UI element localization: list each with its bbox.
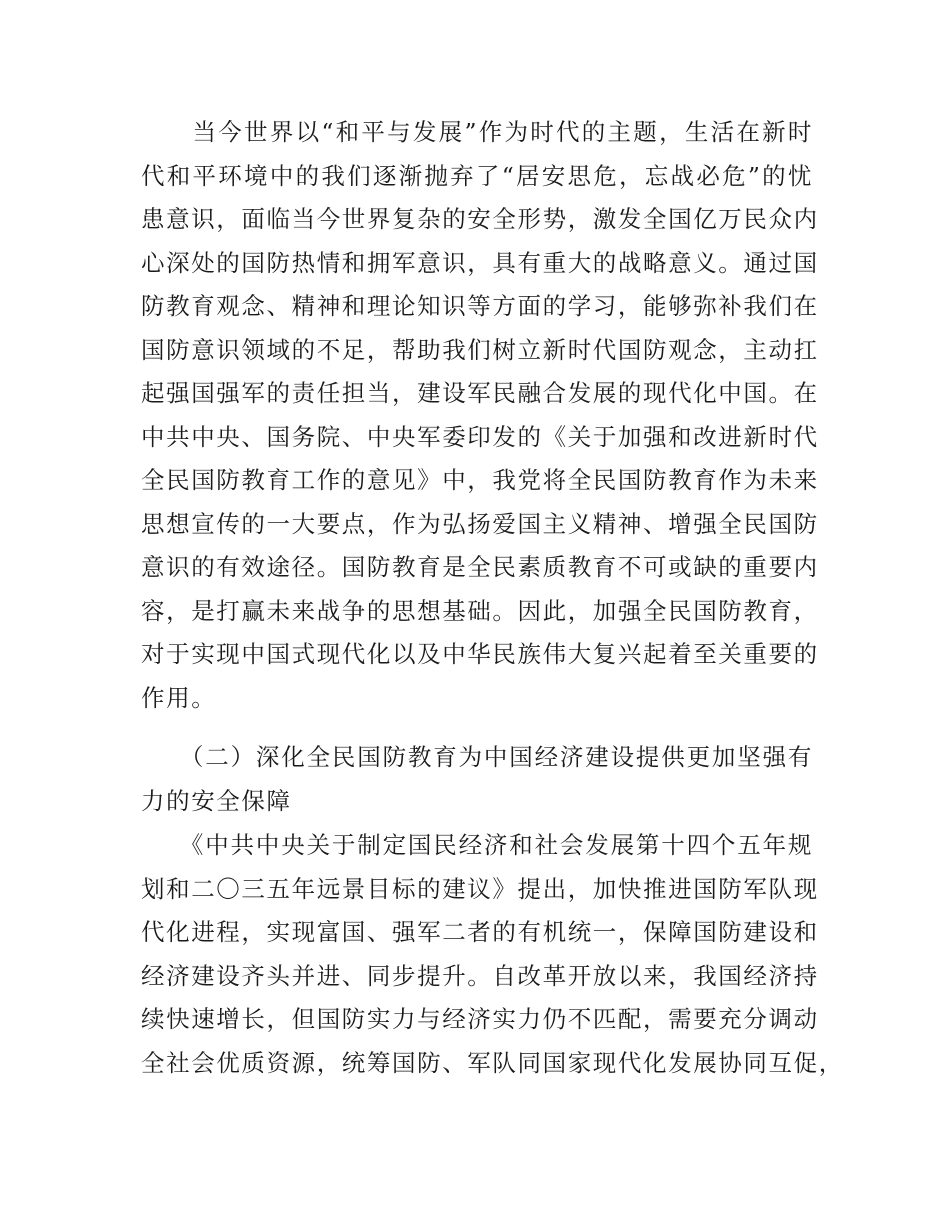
text-line: 作用。 (141, 683, 217, 712)
text-line: 意识的有效途径。国防教育是全民素质教育不可或缺的重要内 (141, 553, 819, 581)
text-line: 中共中央、国务院、中央军委印发的《关于加强和改进新时代 (141, 422, 819, 451)
text-line: 当今世界以“和平与发展”作为时代的主题，生活在新时 (141, 118, 813, 146)
text-line: 经济建设齐头并进、同步提升。自改革开放以来，我国经济持 (141, 961, 819, 990)
text-line: 思想宣传的一大要点，作为弘扬爱国主义精神、增强全民国防 (141, 509, 819, 538)
paragraph-national-defense-education (141, 111, 819, 720)
text-line: 代化进程，实现富国、强军二者的有机统一，保障国防建设和 (141, 918, 819, 946)
text-line: 续快速增长，但国防实力与经济实力仍不匹配，需要充分调动 (141, 1005, 819, 1033)
text-line: 防教育观念、精神和理论知识等方面的学习，能够弥补我们在 (141, 292, 819, 320)
heading-line: 力的安全保障 (141, 786, 292, 815)
text-line: 全社会优质资源，统筹国防、军队同国家现代化发展协同互促， (141, 1048, 844, 1077)
text-line: 代和平环境中的我们逐渐抛弃了“居安思危，忘战必危”的忧 (141, 161, 813, 190)
text-line: 划和二〇三五年远景目标的建议》提出，加快推进国防军队现 (141, 874, 819, 903)
text-line: 患意识，面临当今世界复杂的安全形势，激发全国亿万民众内 (141, 205, 819, 233)
text-line: 《中共中央关于制定国民经济和社会发展第十四个五年规 (141, 831, 813, 859)
section-heading-economic-security (141, 736, 813, 823)
text-line: 对于实现中国式现代化以及中华民族伟大复兴起着至关重要的 (141, 640, 819, 668)
text-line: 国防意识领域的不足，帮助我们树立新时代国防观念，主动扛 (141, 335, 819, 364)
text-line: 心深处的国防热情和拥军意识，具有重大的战略意义。通过国 (141, 248, 819, 277)
heading-line: （二）深化全民国防教育为中国经济建设提供更加坚强有 (141, 743, 813, 771)
text-line: 全民国防教育工作的意见》中，我党将全民国防教育作为未来 (141, 466, 819, 494)
paragraph-five-year-plan (141, 824, 844, 1085)
text-line: 容，是打赢未来战争的思想基础。因此，加强全民国防教育， (141, 596, 819, 625)
text-line: 起强国强军的责任担当，建设军民融合发展的现代化中国。在 (141, 379, 819, 407)
